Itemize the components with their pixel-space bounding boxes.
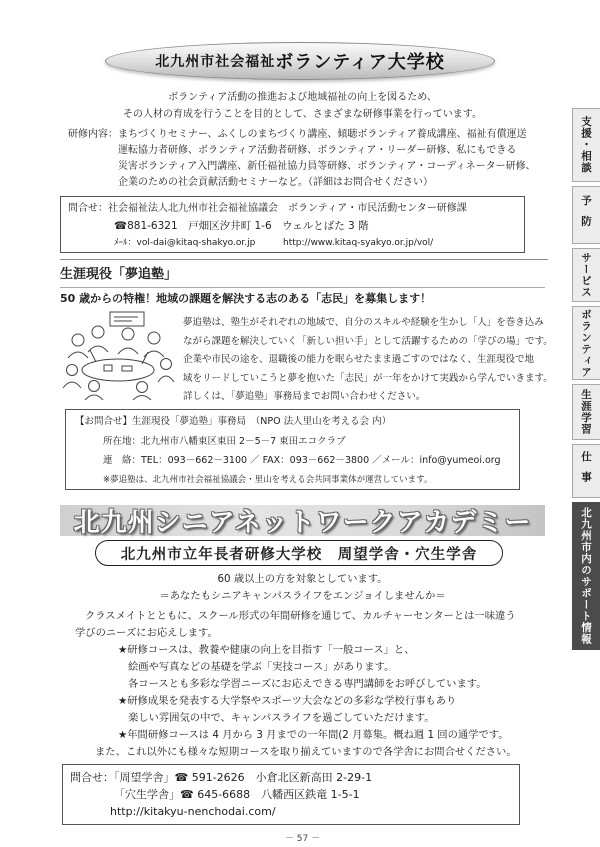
academy-body-line: 学びのニーズにお応えします。	[75, 627, 218, 639]
yumeoi-contact-title: 【お問合せ】生涯現役「夢追塾」事務局 （NPO 法人里山を考える会 内）	[75, 416, 392, 427]
volunteer-college-title	[105, 42, 495, 80]
campus-address: 小倉北区新高田 2-29-1	[255, 771, 373, 784]
academy-contact-row	[114, 787, 360, 802]
volunteer-contact-web-line	[114, 236, 255, 250]
yumeoi-contact-address: 所在地：北九州市八幡東区東田 2－5－7 東田エコクラブ	[103, 436, 346, 447]
contact-phone: ☎881-6321	[114, 220, 178, 232]
academy-body-line: 絵画や写真などの基礎を学ぶ「実技コース」があります。	[128, 661, 395, 673]
campus-phone: ☎ 645-6688	[180, 788, 251, 801]
campus-name: 「穴生学舎」	[114, 788, 180, 801]
training-line: 企業のための社会貢献活動セミナーなど。（詳細はお問合せください）	[118, 177, 433, 188]
academy-contact-row	[70, 770, 372, 785]
academy-body-line: ★研修コースは、教養や健康の向上を目指す「一般コース」と、	[118, 644, 415, 656]
title-prefix: 北九州市社会福祉	[155, 54, 276, 70]
training-line: 運転協力者研修、ボランティア活動者研修、ボランティア・リーダー研修、私にもできる	[118, 145, 517, 156]
volunteer-contact-org	[68, 202, 467, 216]
senior-college-title: 北九州市立年長者研修大学校 周望学舎・穴生学舎	[95, 540, 503, 566]
page-number: － 57 －	[284, 834, 321, 844]
training-line: 災害ボランティア入門講座、新任福祉協力員等研修、ボランティア・コーディネーター研修、	[118, 161, 536, 172]
index-tab-lifelong-learning: 生涯学習	[572, 384, 600, 440]
section-divider	[60, 259, 548, 260]
email-link[interactable]: vol-dai@kitaq-shakyo.or.jp	[136, 238, 256, 248]
yumeoi-paragraph-line: 企業や市民の途を、退職後の能力を眠らせたまま過ごすのではなく、生涯現役で地	[183, 354, 535, 365]
volunteer-contact-phone-line	[114, 219, 369, 233]
campus-phone: ☎ 591-2626	[174, 771, 245, 784]
yumeoi-paragraph-line: 詳しくは、「夢追塾」事務局までお問い合わせください。	[183, 391, 426, 402]
training-label: 研修内容：	[68, 129, 118, 140]
training-text: まちづくりセミナー、ふくしのまちづくり講座、傾聴ボランティア養成講座、福祉有償運送	[118, 129, 527, 140]
academy-url-link[interactable]: http://kitakyu-nenchodai.com/	[110, 805, 276, 818]
index-tab-support-consultation: 支援・相談	[572, 108, 600, 182]
yumeoi-contact-tel: 連 絡：TEL：093－662－3100 ／ FAX：093－662－3800 ／メール：info@yumeoi.org	[103, 455, 501, 466]
yumeoi-paragraph-line: ながら課題を解決していく「新しい担い手」として活躍するための「学びの場」です。	[183, 336, 553, 347]
yumeoi-heading: 生涯現役「夢追塾」	[60, 267, 178, 282]
academy-body-line: また、これ以外にも様々な短期コースを取り揃えていますので各学舎にお問合せください。	[95, 746, 517, 758]
yumeoi-contact-note: ※夢追塾は、北九州市社会福祉協議会・里山を考える会共同事業体が運営しています。	[103, 475, 433, 485]
campus-address: 八幡西区鉄竜 1-5-1	[261, 788, 360, 801]
index-tab-prevention: 予防	[572, 186, 600, 244]
heading-underline	[60, 287, 545, 288]
academy-body-line: 楽しい雰囲気の中で、キャンパスライフを過ごしていただけます。	[128, 712, 435, 724]
yumeoi-subheading: 50 歳からの特権！地域の課題を解決する志のある「志民」を募集します！	[60, 292, 432, 305]
index-tab-work: 仕事	[572, 444, 600, 498]
volunteer-url-link[interactable]: http://www.kitaq-syakyo.or.jp/vol/	[283, 238, 434, 248]
yumeoi-paragraph-line: 域をリードしていこうと夢を抱いた「志民」が一年をかけて実践から学んでいきます。	[183, 373, 553, 384]
senior-academy-banner: 北九州シニアネットワークアカデミー	[60, 505, 545, 536]
title-main: ボランティア大学校	[275, 52, 445, 73]
volunteer-intro-line: その人材の育成を行うことを目的として、さまざまな研修事業を行っています。	[123, 109, 482, 120]
academy-tagline: ＝あなたもシニアキャンパスライフをエンジョイしませんか＝	[159, 590, 446, 602]
volunteer-intro-line: ボランティア活動の推進および地域福祉の向上を図るため、	[168, 92, 437, 103]
academy-body-line: 各コースとも多彩な学習ニーズにお応えできる専門講師をお呼びしています。	[128, 678, 487, 690]
contact-label: 問合せ：	[70, 771, 114, 784]
contact-address: 戸畑区汐井町 1-6 ウェルとばた 3 階	[188, 220, 369, 232]
yumeoi-paragraph-line: 夢追塾は、塾生がそれぞれの地域で、自分のスキルや経験を生かし「人」を巻き込み	[183, 317, 544, 328]
contact-org: 社会福祉法人北九州市社会福祉協議会 ボランティア・市民活動センター研修課	[108, 203, 467, 214]
index-tab-volunteer: ボランティア	[572, 306, 600, 380]
illustration-people-meeting	[60, 310, 175, 400]
academy-body-line: ★研修成果を発表する大学祭やスポーツ大会などの多彩な学校行事もあり	[118, 695, 457, 707]
academy-body-line: ★年間研修コースは 4 月から 3 月までの一年間(2 月募集。概ね週 1 回の通学です。	[118, 729, 509, 741]
training-line	[68, 128, 527, 142]
contact-label: 問合せ：	[68, 203, 108, 214]
academy-body-line: クラスメイトとともに、スクール形式の年間研修を通じて、カルチャーセンターとは一味違う	[85, 610, 516, 622]
email-label: ﾒｰﾙ：	[114, 238, 137, 248]
index-tab-services: サービス	[572, 248, 600, 302]
campus-name: 「周望学舎」	[114, 771, 175, 784]
index-tab-kitakyushu-support-info: 北九州市内のサポート情報	[572, 502, 600, 650]
academy-target: 60 歳以上の方を対象としています。	[217, 573, 388, 585]
